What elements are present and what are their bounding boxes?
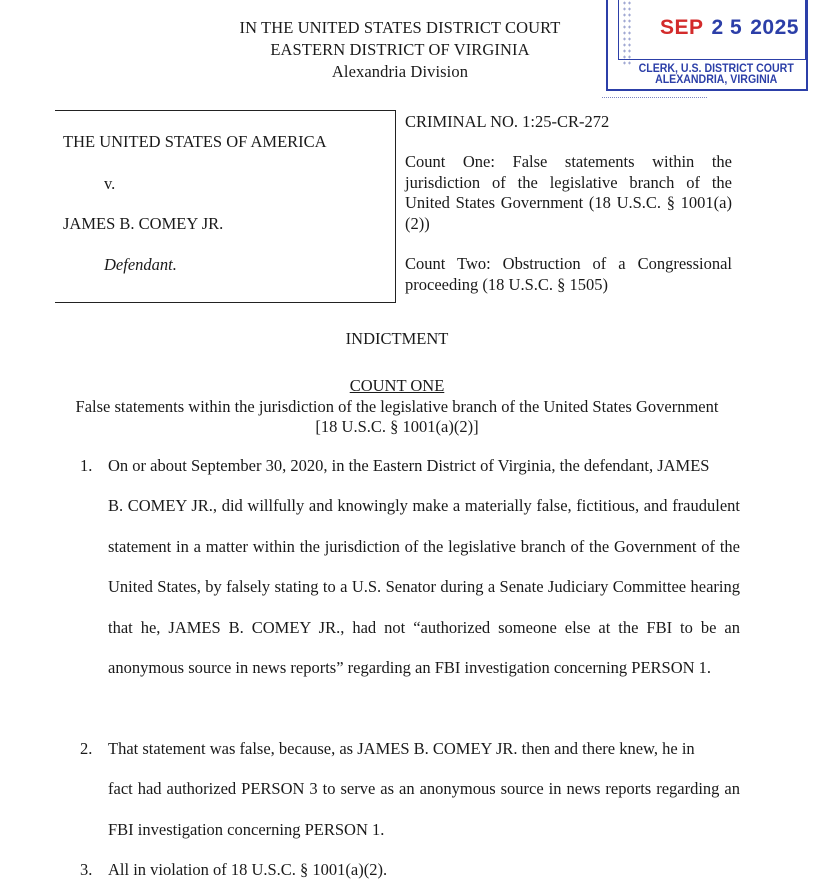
court-name: IN THE UNITED STATES DISTRICT COURT — [239, 18, 561, 37]
stamp-clerk-line2: ALEXANDRIA, VIRGINIA — [655, 74, 778, 86]
caption-divider — [395, 110, 396, 303]
paragraph-2-first-line: That statement was false, because, as JAMES B. COMEY JR. then and there knew, he in — [108, 739, 695, 758]
caption-defendant-name: JAMES B. COMEY JR. — [63, 214, 224, 233]
paragraph-2-body: fact had authorized PERSON 3 to serve as an anonymous source in news reports regarding an FBI investigation concerning PERSON 1. — [108, 779, 740, 839]
paragraph-3-text: All in violation of 18 U.S.C. § 1001(a)(2). — [108, 860, 388, 879]
count-one-heading: COUNT ONE — [349, 376, 445, 395]
stamp-year: 2025 — [750, 16, 799, 39]
paragraph-1-first-line: On or about September 30, 2020, in the Eastern District of Virginia, the defendant, JAMES — [108, 456, 710, 475]
court-district: EASTERN DISTRICT OF VIRGINIA — [270, 40, 530, 59]
stamp-dot-pattern — [622, 0, 632, 66]
criminal-number: CRIMINAL NO. 1:25-CR-272 — [405, 112, 610, 131]
stamp-clerk-line1: CLERK, U.S. DISTRICT COURT — [638, 63, 794, 75]
stamp-month: SEP — [660, 16, 704, 39]
paragraph-number: 3. — [80, 860, 93, 879]
caption-plaintiff: THE UNITED STATES OF AMERICA — [63, 132, 327, 151]
clerk-filing-stamp — [606, 0, 808, 91]
court-division: Alexandria Division — [331, 62, 469, 81]
count-two-summary: Count Two: Obstruction of a Congressional proceeding (18 U.S.C. § 1505) — [405, 254, 732, 294]
indictment-title: INDICTMENT — [345, 329, 449, 348]
stamp-day: 2 5 — [711, 16, 743, 39]
count-one-subheading: False statements within the jurisdiction of the legislative branch of the United States Government — [75, 397, 719, 416]
stamp-date — [660, 16, 799, 40]
caption-defendant-label: Defendant. — [104, 255, 177, 274]
stamp-underline — [602, 97, 707, 98]
paragraph-number: 1. — [80, 456, 93, 475]
count-one-summary: Count One: False statements within the jurisdiction of the legislative branch of the United States Government (18 U.S.C. § 1001(a)(2)) — [405, 152, 732, 233]
caption-bottom-rule — [55, 302, 396, 303]
count-one-citation: [18 U.S.C. § 1001(a)(2)] — [315, 417, 479, 436]
caption-versus: v. — [104, 174, 116, 193]
paragraph-number: 2. — [80, 739, 93, 758]
paragraph-1-body: B. COMEY JR., did willfully and knowingly make a materially false, fictitious, and fraudulent statement in a matter within the jurisdiction of the legislative branch of the Government of the United States, by falsely stating to a U.S. Senator during a Senate Judiciary Committee hearing that he, JAMES B. COMEY JR., had not “authorized someone else at the FBI to be an anonymous source in news reports” regarding an FBI investigation concerning PERSON 1. — [108, 496, 740, 678]
caption-top-rule — [55, 110, 396, 111]
stamp-clerk-label — [638, 64, 794, 86]
